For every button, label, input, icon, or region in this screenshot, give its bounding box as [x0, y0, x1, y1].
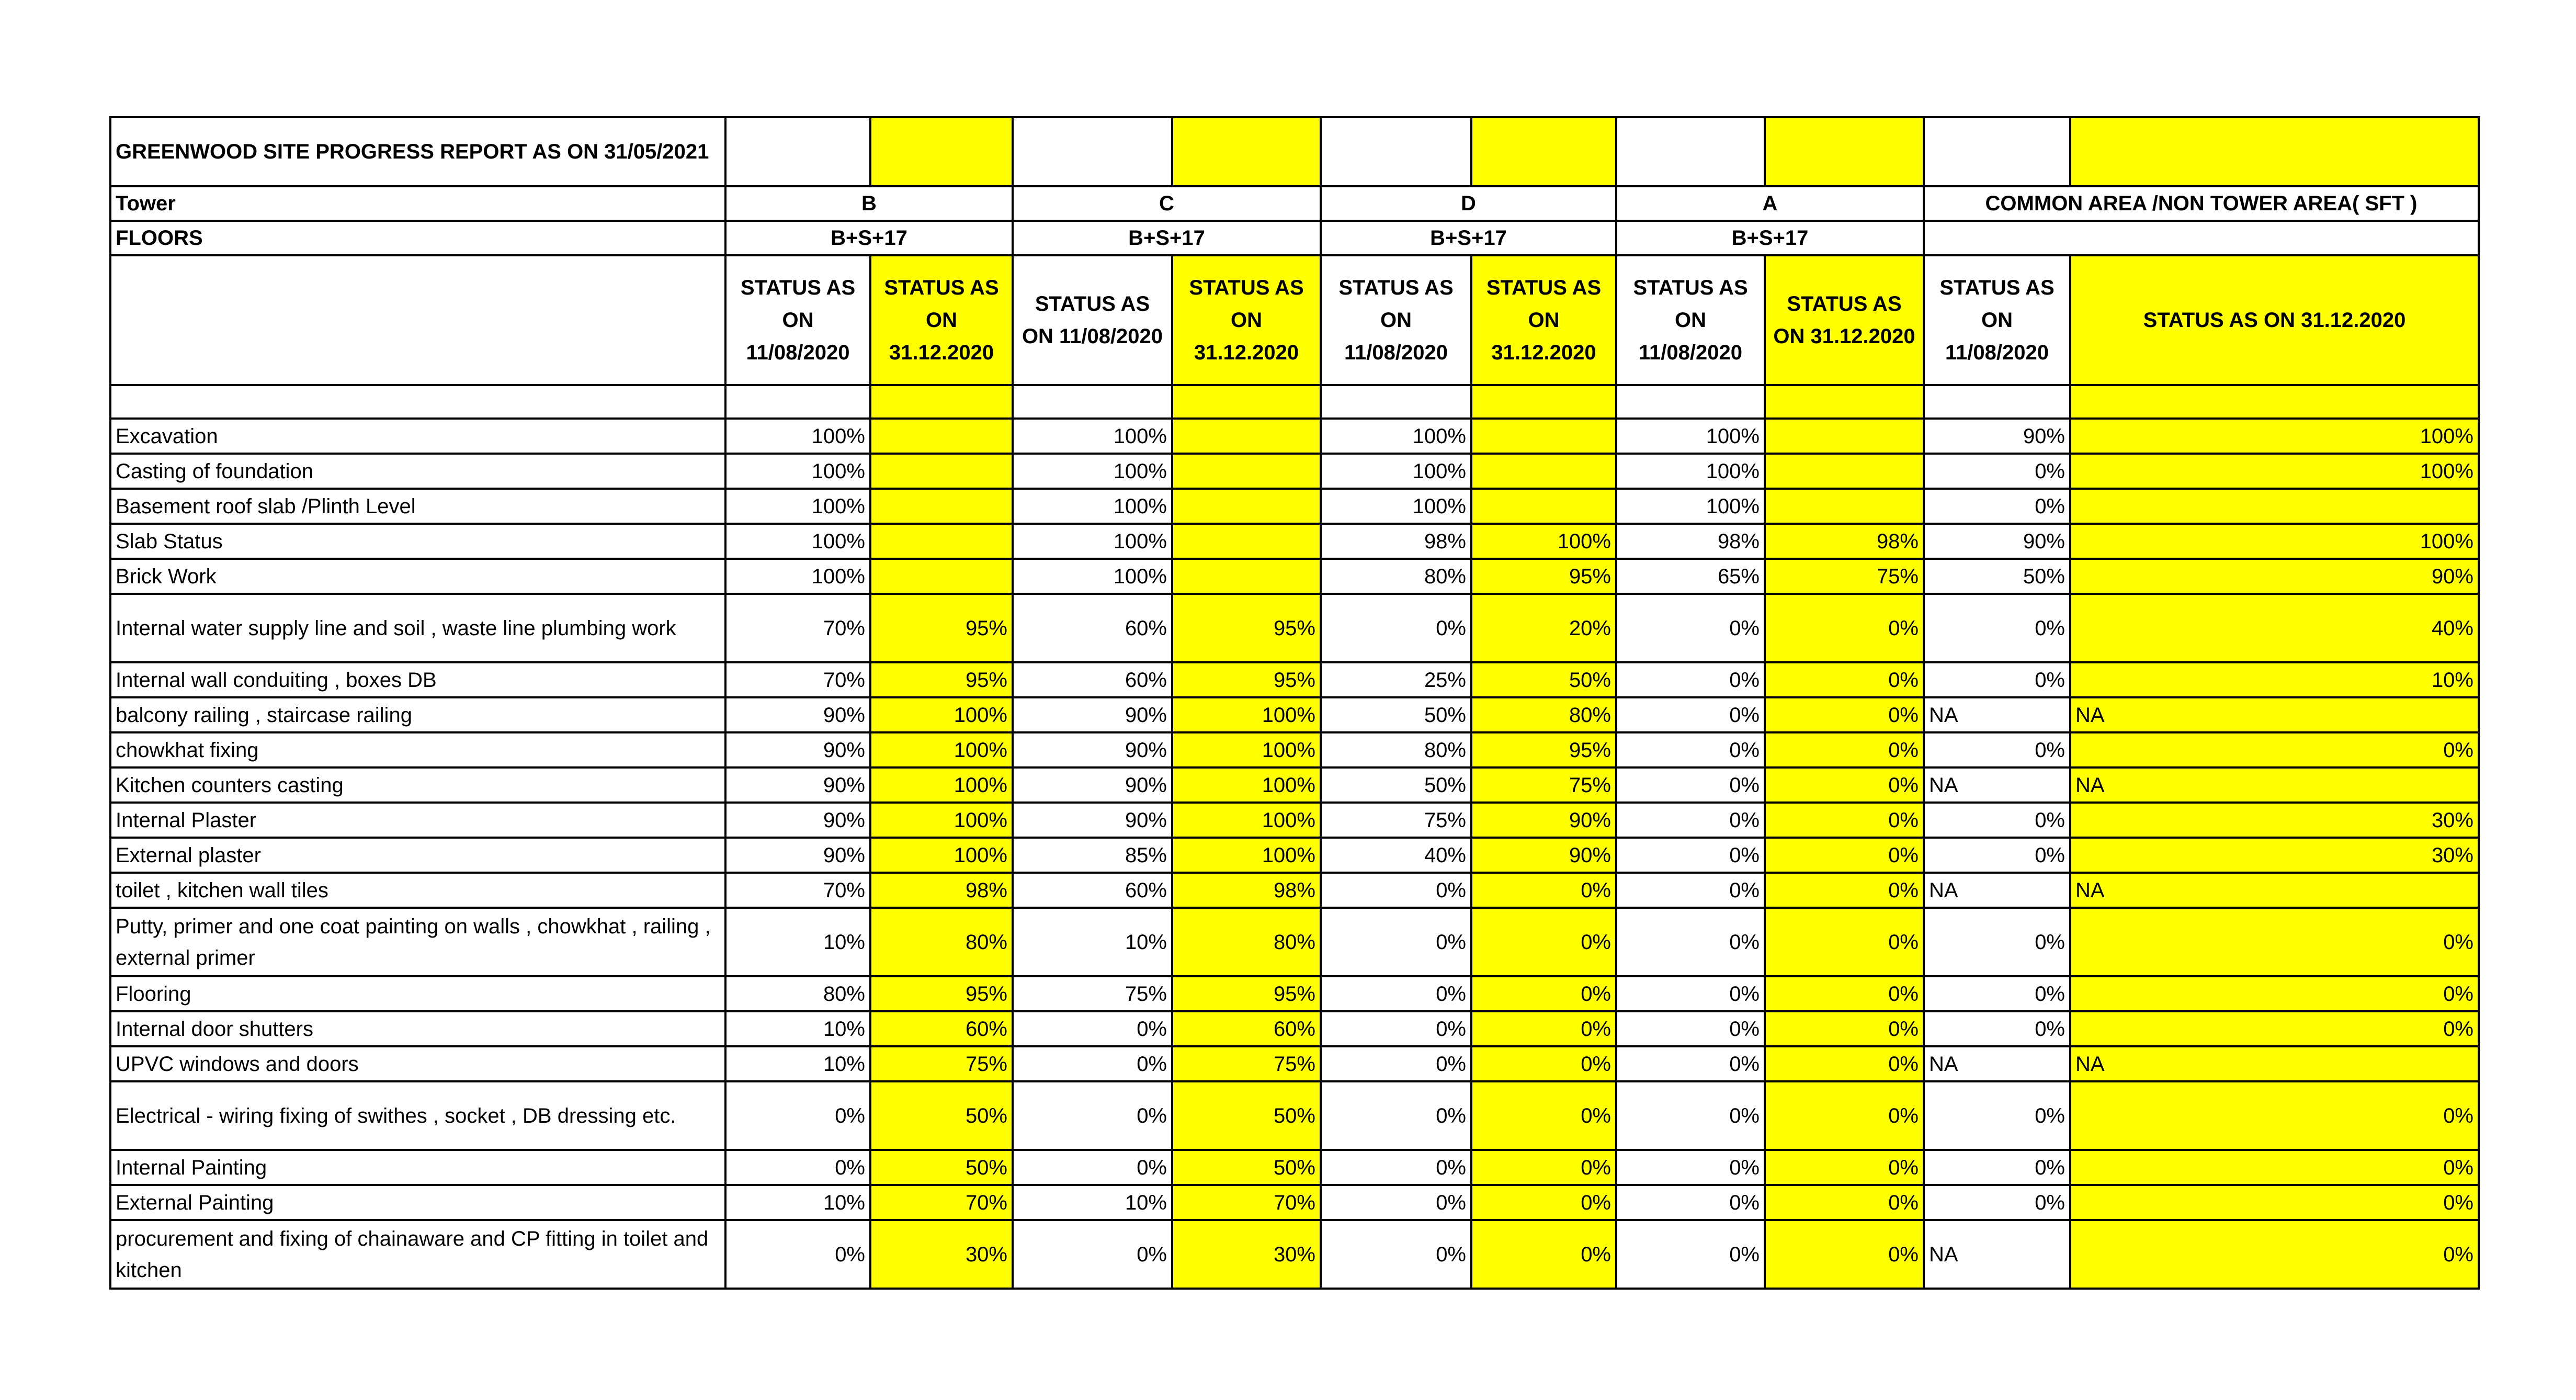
value-cell: 0% [2070, 1081, 2479, 1150]
value-cell: 0% [1471, 1185, 1616, 1220]
tower-b-name: B [725, 186, 1013, 221]
value-cell: 0% [1471, 873, 1616, 908]
value-cell: 90% [725, 803, 870, 838]
activity-label: Internal Plaster [110, 803, 725, 838]
status-header-cell: STATUS AS ON 31.12.2020 [2070, 255, 2479, 385]
value-cell: 0% [1765, 803, 1924, 838]
status-header-cell: STATUS AS ON 31.12.2020 [1765, 255, 1924, 385]
value-cell: 0% [1924, 803, 2070, 838]
value-cell: 0% [725, 1150, 870, 1185]
value-cell: 30% [1172, 1220, 1321, 1289]
tower-d-name: D [1321, 186, 1616, 221]
value-cell: 0% [1321, 1011, 1471, 1046]
tower-a-floors: B+S+17 [1616, 221, 1924, 255]
value-cell: 50% [870, 1081, 1013, 1150]
value-cell: 0% [1765, 662, 1924, 697]
value-cell: 80% [1321, 732, 1471, 767]
value-cell: 90% [1013, 732, 1172, 767]
value-cell: 90% [1013, 803, 1172, 838]
value-cell: 60% [1013, 662, 1172, 697]
activity-label: Basement roof slab /Plinth Level [110, 489, 725, 524]
activity-label: External plaster [110, 838, 725, 873]
value-cell: 90% [1471, 803, 1616, 838]
value-cell: 95% [870, 594, 1013, 662]
status-header-row [110, 255, 2479, 385]
spacer-row [110, 385, 2479, 419]
value-cell: 65% [1616, 559, 1765, 594]
value-cell: 40% [2070, 594, 2479, 662]
value-cell: 100% [1013, 559, 1172, 594]
value-cell: NA [2070, 1046, 2479, 1081]
value-cell: 0% [1616, 697, 1765, 732]
activity-label: Putty, primer and one coat painting on walls , chowkhat , railing , external primer [110, 908, 725, 976]
value-cell: 100% [2070, 524, 2479, 559]
value-cell: 10% [1013, 908, 1172, 976]
value-cell: 25% [1321, 662, 1471, 697]
value-cell: 0% [1321, 976, 1471, 1011]
value-cell: 0% [1471, 1011, 1616, 1046]
value-cell: 100% [1616, 454, 1765, 489]
value-cell: 100% [2070, 419, 2479, 454]
value-cell: 20% [1471, 594, 1616, 662]
table-row [110, 454, 2479, 489]
value-cell: 0% [2070, 1220, 2479, 1289]
value-cell: 98% [1321, 524, 1471, 559]
value-cell: 100% [870, 838, 1013, 873]
value-cell: 0% [1616, 1150, 1765, 1185]
tower-a-name: A [1616, 186, 1924, 221]
value-cell: 0% [1616, 908, 1765, 976]
value-cell: 10% [725, 1046, 870, 1081]
table-row [110, 1220, 2479, 1289]
table-row [110, 1150, 2479, 1185]
activity-label: Internal wall conduiting , boxes DB [110, 662, 725, 697]
activity-label: balcony railing , staircase railing [110, 697, 725, 732]
value-cell: 0% [2070, 732, 2479, 767]
value-cell: 0% [1616, 1081, 1765, 1150]
value-cell: 95% [1172, 594, 1321, 662]
value-cell: 0% [1924, 732, 2070, 767]
value-cell: 100% [1013, 454, 1172, 489]
status-header-cell: STATUS AS ON 11/08/2020 [1924, 255, 2070, 385]
tower-b-floors: B+S+17 [725, 221, 1013, 255]
value-cell: 90% [1471, 838, 1616, 873]
value-cell: 0% [1321, 1046, 1471, 1081]
status-header-cell: STATUS AS ON 11/08/2020 [1013, 255, 1172, 385]
value-cell: 30% [2070, 803, 2479, 838]
value-cell: 0% [1765, 873, 1924, 908]
value-cell: 0% [1924, 1011, 2070, 1046]
value-cell: 50% [870, 1150, 1013, 1185]
value-cell: NA [1924, 873, 2070, 908]
value-cell: 100% [870, 803, 1013, 838]
value-cell: 10% [2070, 662, 2479, 697]
value-cell: 80% [725, 976, 870, 1011]
value-cell: 100% [870, 697, 1013, 732]
value-cell: 0% [1013, 1011, 1172, 1046]
tower-c-floors: B+S+17 [1013, 221, 1321, 255]
tower-d-floors: B+S+17 [1321, 221, 1616, 255]
value-cell: 0% [1765, 976, 1924, 1011]
value-cell [2070, 489, 2479, 524]
value-cell: 95% [1172, 976, 1321, 1011]
value-cell: 70% [725, 873, 870, 908]
value-cell: 30% [870, 1220, 1013, 1289]
value-cell: 0% [1013, 1220, 1172, 1289]
value-cell: 75% [870, 1046, 1013, 1081]
value-cell: 70% [725, 594, 870, 662]
value-cell: 100% [1013, 489, 1172, 524]
value-cell: 0% [1924, 594, 2070, 662]
value-cell [1471, 419, 1616, 454]
value-cell: 0% [1924, 454, 2070, 489]
table-row [110, 419, 2479, 454]
title-row [110, 117, 2479, 186]
value-cell: 98% [1765, 524, 1924, 559]
value-cell: 100% [725, 419, 870, 454]
value-cell: 0% [1321, 1150, 1471, 1185]
value-cell: 0% [1616, 1220, 1765, 1289]
value-cell: 95% [1172, 662, 1321, 697]
value-cell: 0% [2070, 1011, 2479, 1046]
value-cell: 95% [870, 662, 1013, 697]
value-cell: 0% [1765, 1046, 1924, 1081]
value-cell: 0% [1924, 1081, 2070, 1150]
activity-label: Flooring [110, 976, 725, 1011]
value-cell: 100% [1321, 489, 1471, 524]
value-cell: 90% [1013, 697, 1172, 732]
value-cell: 0% [1765, 1185, 1924, 1220]
value-cell: 0% [1616, 873, 1765, 908]
value-cell: NA [2070, 767, 2479, 803]
value-cell: 60% [870, 1011, 1013, 1046]
value-cell: 0% [1013, 1081, 1172, 1150]
value-cell: 90% [1924, 524, 2070, 559]
value-cell: 75% [1013, 976, 1172, 1011]
value-cell: 90% [725, 767, 870, 803]
value-cell: 0% [1616, 838, 1765, 873]
value-cell: 100% [725, 524, 870, 559]
value-cell: 90% [1013, 767, 1172, 803]
value-cell: NA [1924, 1046, 2070, 1081]
table-row [110, 908, 2479, 976]
value-cell: 0% [1471, 976, 1616, 1011]
value-cell: 100% [1172, 732, 1321, 767]
value-cell: 0% [1924, 838, 2070, 873]
table-row [110, 976, 2479, 1011]
value-cell: 80% [1172, 908, 1321, 976]
value-cell: 0% [1616, 1046, 1765, 1081]
value-cell: 70% [725, 662, 870, 697]
value-cell: 0% [1321, 873, 1471, 908]
value-cell: 100% [1172, 838, 1321, 873]
activity-label: Electrical - wiring fixing of swithes , socket , DB dressing etc. [110, 1081, 725, 1150]
value-cell: 100% [1471, 524, 1616, 559]
value-cell: 40% [1321, 838, 1471, 873]
value-cell: 0% [2070, 908, 2479, 976]
value-cell: 100% [725, 559, 870, 594]
value-cell: 0% [1321, 908, 1471, 976]
value-cell: 0% [725, 1220, 870, 1289]
value-cell: 0% [1765, 732, 1924, 767]
value-cell [1172, 559, 1321, 594]
value-cell: 0% [1471, 1046, 1616, 1081]
value-cell: 100% [870, 767, 1013, 803]
activity-label: toilet , kitchen wall tiles [110, 873, 725, 908]
value-cell: 50% [1321, 697, 1471, 732]
value-cell: 0% [1471, 908, 1616, 976]
activity-label: Brick Work [110, 559, 725, 594]
value-cell: 0% [1616, 976, 1765, 1011]
activity-label: Kitchen counters casting [110, 767, 725, 803]
value-cell: 0% [1616, 803, 1765, 838]
table-row [110, 732, 2479, 767]
value-cell: 75% [1321, 803, 1471, 838]
value-cell [1765, 419, 1924, 454]
progress-report-table [109, 116, 2480, 1290]
value-cell [870, 559, 1013, 594]
value-cell: 100% [1172, 803, 1321, 838]
table-row [110, 489, 2479, 524]
value-cell: 75% [1765, 559, 1924, 594]
value-cell: 0% [1013, 1150, 1172, 1185]
value-cell: 0% [1471, 1081, 1616, 1150]
value-cell: NA [1924, 767, 2070, 803]
activity-label: Slab Status [110, 524, 725, 559]
value-cell: 0% [1765, 1220, 1924, 1289]
activity-label: Casting of foundation [110, 454, 725, 489]
table-row [110, 559, 2479, 594]
value-cell: 95% [1471, 559, 1616, 594]
value-cell: 100% [1172, 697, 1321, 732]
value-cell [870, 489, 1013, 524]
status-header-cell: STATUS AS ON 11/08/2020 [725, 255, 870, 385]
value-cell: 0% [1765, 697, 1924, 732]
value-cell: 100% [1321, 419, 1471, 454]
activity-label: Excavation [110, 419, 725, 454]
value-cell: 10% [725, 908, 870, 976]
table-row [110, 1081, 2479, 1150]
value-cell: 0% [1616, 1185, 1765, 1220]
value-cell: 0% [725, 1081, 870, 1150]
value-cell [1172, 454, 1321, 489]
value-cell: 90% [725, 838, 870, 873]
value-cell: 98% [870, 873, 1013, 908]
activity-label: Internal door shutters [110, 1011, 725, 1046]
value-cell: 0% [1471, 1220, 1616, 1289]
value-cell: 0% [1321, 1081, 1471, 1150]
activity-label: UPVC windows and doors [110, 1046, 725, 1081]
value-cell: NA [1924, 1220, 2070, 1289]
value-cell: 0% [1765, 1011, 1924, 1046]
value-cell [1172, 489, 1321, 524]
value-cell: 100% [1616, 419, 1765, 454]
value-cell: 0% [1924, 662, 2070, 697]
value-cell [1172, 419, 1321, 454]
common-area-name: COMMON AREA /NON TOWER AREA( SFT ) [1924, 186, 2479, 221]
value-cell: 100% [1616, 489, 1765, 524]
activity-label: procurement and fixing of chainaware and CP fitting in toilet and kitchen [110, 1220, 725, 1289]
value-cell: NA [2070, 697, 2479, 732]
value-cell: 80% [870, 908, 1013, 976]
value-cell: 50% [1321, 767, 1471, 803]
value-cell: 98% [1172, 873, 1321, 908]
value-cell: 100% [1013, 524, 1172, 559]
value-cell: 90% [2070, 559, 2479, 594]
value-cell: 0% [1765, 767, 1924, 803]
value-cell: 0% [1321, 594, 1471, 662]
value-cell: 0% [1765, 908, 1924, 976]
value-cell: 0% [1924, 908, 2070, 976]
value-cell: NA [2070, 873, 2479, 908]
value-cell: 90% [725, 732, 870, 767]
value-cell [870, 524, 1013, 559]
value-cell: 98% [1616, 524, 1765, 559]
table-row [110, 662, 2479, 697]
value-cell: 80% [1321, 559, 1471, 594]
value-cell: 90% [725, 697, 870, 732]
value-cell: 50% [1172, 1150, 1321, 1185]
value-cell: 70% [1172, 1185, 1321, 1220]
value-cell: 50% [1172, 1081, 1321, 1150]
value-cell: 100% [725, 454, 870, 489]
value-cell [1172, 524, 1321, 559]
value-cell: 0% [1321, 1220, 1471, 1289]
value-cell: 75% [1471, 767, 1616, 803]
value-cell: 0% [1616, 1011, 1765, 1046]
value-cell: NA [1924, 697, 2070, 732]
report-title: GREENWOOD SITE PROGRESS REPORT AS ON 31/05/2021 [110, 117, 725, 186]
value-cell: 90% [1924, 419, 2070, 454]
value-cell: 95% [870, 976, 1013, 1011]
table-row [110, 873, 2479, 908]
value-cell: 0% [2070, 1150, 2479, 1185]
floors-row-label: FLOORS [110, 221, 725, 255]
table-row [110, 697, 2479, 732]
value-cell: 0% [1616, 732, 1765, 767]
tower-row [110, 186, 2479, 221]
value-cell [1471, 454, 1616, 489]
value-cell: 0% [1765, 1150, 1924, 1185]
status-header-cell: STATUS AS ON 31.12.2020 [1172, 255, 1321, 385]
activity-label: chowkhat fixing [110, 732, 725, 767]
value-cell: 10% [725, 1011, 870, 1046]
table-row [110, 1046, 2479, 1081]
value-cell: 0% [1471, 1150, 1616, 1185]
value-cell: 0% [1616, 594, 1765, 662]
value-cell: 0% [2070, 1185, 2479, 1220]
value-cell: 0% [1321, 1185, 1471, 1220]
value-cell [1471, 489, 1616, 524]
value-cell: 0% [1765, 1081, 1924, 1150]
value-cell: 0% [1765, 594, 1924, 662]
activity-label: Internal water supply line and soil , waste line plumbing work [110, 594, 725, 662]
activity-label: Internal Painting [110, 1150, 725, 1185]
value-cell: 0% [1924, 1150, 2070, 1185]
table-row [110, 838, 2479, 873]
value-cell [870, 419, 1013, 454]
value-cell: 100% [2070, 454, 2479, 489]
activity-label: External Painting [110, 1185, 725, 1220]
value-cell: 100% [870, 732, 1013, 767]
value-cell [1765, 454, 1924, 489]
status-header-cell: STATUS AS ON 11/08/2020 [1321, 255, 1471, 385]
table-row [110, 803, 2479, 838]
table-row [110, 594, 2479, 662]
value-cell: 0% [1924, 976, 2070, 1011]
value-cell: 60% [1172, 1011, 1321, 1046]
value-cell: 50% [1924, 559, 2070, 594]
table-row [110, 1011, 2479, 1046]
value-cell: 75% [1172, 1046, 1321, 1081]
value-cell: 0% [1924, 1185, 2070, 1220]
value-cell: 95% [1471, 732, 1616, 767]
value-cell: 70% [870, 1185, 1013, 1220]
value-cell: 60% [1013, 594, 1172, 662]
value-cell: 30% [2070, 838, 2479, 873]
value-cell: 0% [1924, 489, 2070, 524]
table-row [110, 767, 2479, 803]
value-cell: 0% [1013, 1046, 1172, 1081]
value-cell: 60% [1013, 873, 1172, 908]
value-cell [1765, 489, 1924, 524]
table-row [110, 524, 2479, 559]
value-cell: 100% [1172, 767, 1321, 803]
tower-c-name: C [1013, 186, 1321, 221]
value-cell: 10% [725, 1185, 870, 1220]
status-header-cell: STATUS AS ON 31.12.2020 [1471, 255, 1616, 385]
value-cell [870, 454, 1013, 489]
value-cell: 0% [1616, 662, 1765, 697]
floors-row [110, 221, 2479, 255]
value-cell: 10% [1013, 1185, 1172, 1220]
value-cell: 0% [1765, 838, 1924, 873]
tower-row-label: Tower [110, 186, 725, 221]
value-cell: 100% [1321, 454, 1471, 489]
status-header-cell: STATUS AS ON 31.12.2020 [870, 255, 1013, 385]
value-cell: 100% [725, 489, 870, 524]
common-area-floors [1924, 221, 2479, 255]
value-cell: 85% [1013, 838, 1172, 873]
value-cell: 100% [1013, 419, 1172, 454]
table-row [110, 1185, 2479, 1220]
value-cell: 0% [1616, 767, 1765, 803]
value-cell: 50% [1471, 662, 1616, 697]
value-cell: 80% [1471, 697, 1616, 732]
value-cell: 0% [2070, 976, 2479, 1011]
status-header-cell: STATUS AS ON 11/08/2020 [1616, 255, 1765, 385]
